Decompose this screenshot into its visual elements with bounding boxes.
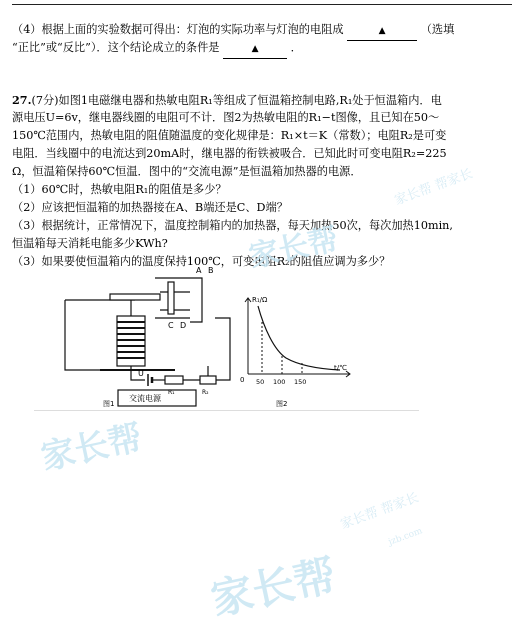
- resistor-r1: [165, 376, 183, 384]
- q4-text-1-tail: （选填: [420, 23, 455, 36]
- origin-label: 0: [240, 376, 245, 384]
- voltage-u-label: U: [138, 369, 144, 378]
- tick-100: 100: [273, 378, 286, 384]
- q27-line-1: [12, 91, 442, 110]
- answer-blank-2: [223, 39, 287, 59]
- q27-sub-1: （1）60℃时，热敏电阻R₁的阻值是多少？: [12, 183, 227, 196]
- blank-marker: ▲: [251, 44, 259, 54]
- figure1-caption: 图1: [103, 400, 115, 408]
- figure-divider: [34, 410, 419, 411]
- q4-text-1: （4）根据上面的实验数据可得出：灯泡的实际功率与灯泡的电阻成: [12, 23, 344, 36]
- armature: [110, 294, 160, 300]
- x-axis-label: t/℃: [334, 364, 347, 372]
- watermark-brand-bottom: 家长帮: [206, 550, 341, 625]
- q27-line-4: 电阻．当线圈中的电流达到20mA时，继电器的衔铁被吸合．已知此时可变电阻R₂=225: [12, 147, 447, 160]
- resistor-r2: [200, 376, 216, 384]
- watermark-brand-left: 家长帮: [37, 417, 146, 479]
- terminal-a-label: A: [196, 266, 202, 275]
- contact-block: [168, 282, 174, 314]
- figure1-circuit: [40, 258, 250, 412]
- wire-left: [65, 300, 124, 370]
- tick-50: 50: [256, 378, 265, 384]
- figure2-caption: 图2: [276, 400, 288, 408]
- q27-sub-3-cont: 恒温箱每天消耗电能多少KWh?: [12, 237, 168, 250]
- q27-sub-2: （2）应该把恒温箱的加热器接在A、B端还是C、D端？: [12, 201, 288, 214]
- blank-marker: ▲: [378, 26, 386, 36]
- terminal-d-label: D: [180, 321, 187, 330]
- question-number: 27.: [12, 93, 32, 107]
- wire-right-ab: [190, 278, 202, 322]
- top-rule: [12, 4, 512, 5]
- tick-150: 150: [294, 378, 307, 384]
- relay-coil-windings: [117, 322, 145, 358]
- q27-text: (7分)如图1电磁继电器和热敏电阻R₁等组成了恒温箱控制电路,R₁处于恒温箱内．电: [31, 94, 442, 107]
- q27-line-5: Ω，恒温箱保持60℃恒温．图中的“交流电源”是恒温箱加热器的电源．: [12, 165, 362, 178]
- r1-label: R₁: [168, 389, 175, 396]
- q4-text-2-end: ．: [290, 41, 302, 54]
- watermark-url: jzb.com: [387, 526, 424, 548]
- wire-control-4: [215, 318, 230, 380]
- answer-blank-1: [347, 21, 417, 41]
- terminal-b-label: B: [208, 266, 214, 275]
- y-axis-label: R₁/Ω: [252, 296, 268, 304]
- q27-sub-4: （3）如果要使恒温箱内的温度保持100℃，可变电阻R₂的阻值应调为多少？: [12, 255, 391, 268]
- q27-line-2: 源电压U=6v，继电器线圈的电阻可不计．图2为热敏电阻的R₁−t图像，且已知在50～: [12, 111, 440, 124]
- r1-curve: [258, 306, 340, 370]
- ac-source-label: 交流电源: [129, 394, 161, 403]
- watermark-brand-top: 家长帮: [246, 221, 342, 275]
- watermark-slogan-bottom: 家长帮 帮家长: [338, 490, 421, 533]
- watermark-slogan-top: 家长帮 帮家长: [392, 166, 475, 209]
- terminal-c-label: C: [168, 321, 174, 330]
- q4-line-1: [12, 21, 454, 41]
- r2-label: R₂: [202, 389, 209, 396]
- q4-text-2: “正比”或“反比”）．这个结论成立的条件是: [12, 41, 220, 54]
- q27-sub-3: （3）根据统计，正常情况下，温度控制箱内的加热器，每天加热50次，每次加热10min,: [12, 219, 453, 232]
- figure2-graph: [240, 292, 360, 384]
- q27-line-3: 150℃范围内，热敏电阻的阻值随温度的变化规律是：R₁×t＝K（常数）；电阻R₂是可变: [12, 129, 447, 142]
- q4-line-2: [12, 39, 302, 59]
